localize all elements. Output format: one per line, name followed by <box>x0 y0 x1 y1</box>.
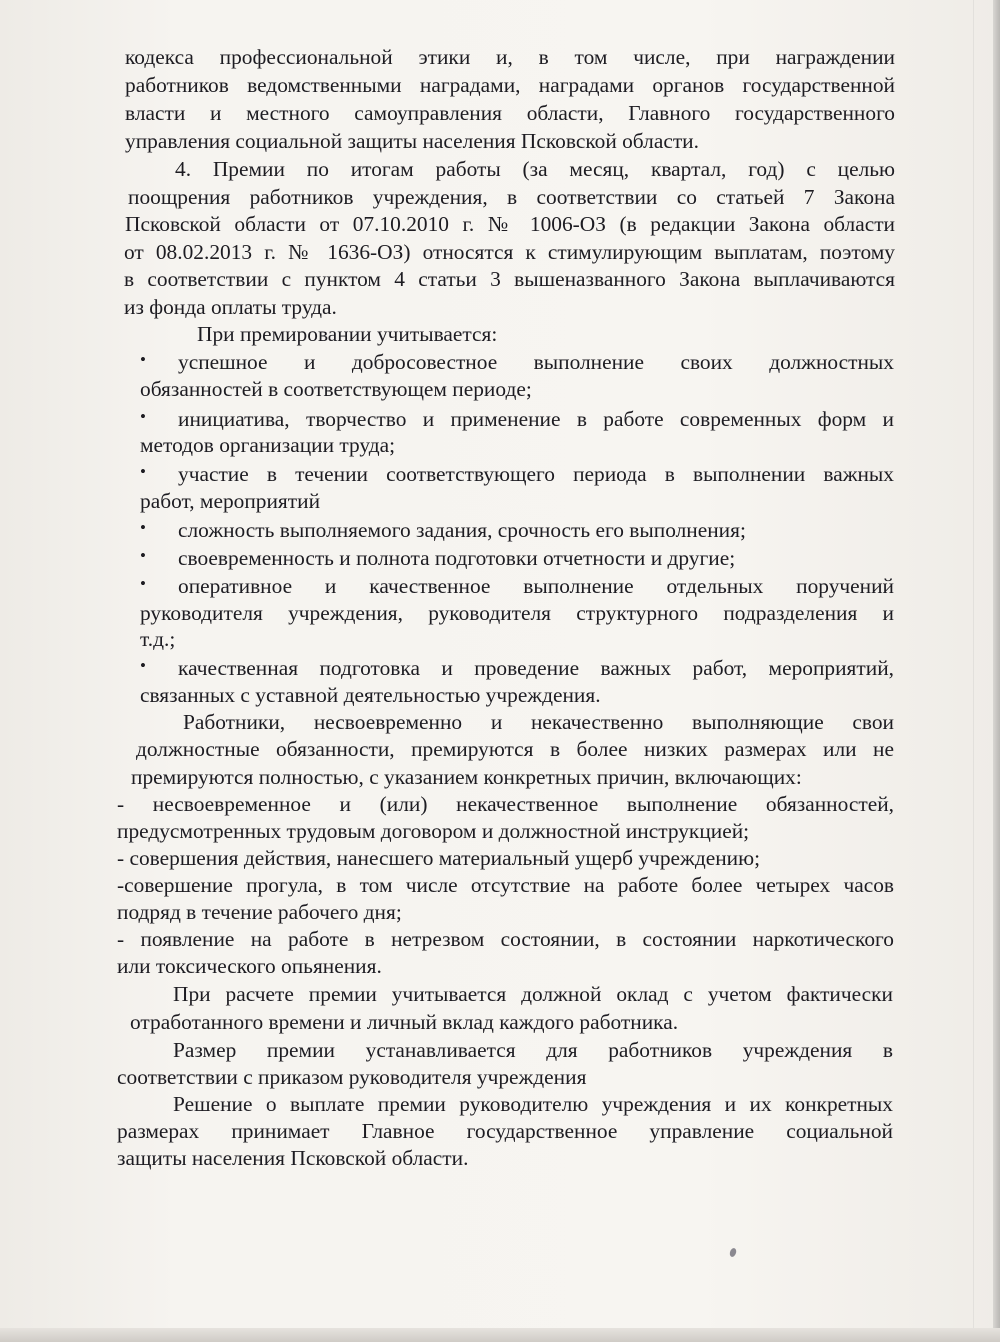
text-line: - несвоевременное и (или) некачественное выполнение обязанностей, <box>117 792 894 816</box>
text-line: руководителя учреждения, руководителя структурного подразделения и <box>140 601 894 625</box>
text-line: методов организации труда; <box>140 433 396 457</box>
text-line: власти и местного самоуправления области, Главного государственного <box>125 101 895 125</box>
bullet-glyph: • <box>140 407 146 426</box>
text-line: т.д.; <box>140 627 176 651</box>
bullet-glyph: • <box>140 656 146 675</box>
text-line: работников ведомственными наградами, наградами органов государственной <box>125 73 895 97</box>
text-line: Работники, несвоевременно и некачественно выполняющие свои <box>183 710 894 734</box>
scan-speck <box>729 1247 738 1258</box>
bullet-glyph: • <box>140 462 146 481</box>
text-line: При расчете премии учитывается должной оклад с учетом фактически <box>173 982 893 1006</box>
page-edge-bottom <box>0 1328 1000 1342</box>
text-line: Псковской области от 07.10.2010 г. № 1006-ОЗ (в редакции Закона области <box>125 212 895 236</box>
bullet-glyph: • <box>140 574 146 593</box>
text-line: При премировании учитывается: <box>197 322 498 346</box>
text-line: участие в течении соответствующего периода в выполнении важных <box>178 462 894 486</box>
text-line: Решение о выплате премии руководителю учреждения и их конкретных <box>173 1092 893 1116</box>
text-line: из фонда оплаты труда. <box>124 295 337 319</box>
text-line: или токсического опьянения. <box>117 954 382 978</box>
text-line: 4. Премии по итогам работы (за месяц, квартал, год) с целью <box>175 157 895 181</box>
text-line: поощрения работников учреждения, в соответствии со статьей 7 Закона <box>128 185 895 209</box>
text-line: кодекса профессиональной этики и, в том числе, при награждении <box>125 45 895 69</box>
text-line: соответствии с приказом руководителя учреждения <box>117 1065 587 1089</box>
text-line: подряд в течение рабочего дня; <box>117 900 402 924</box>
text-line: - появление на работе в нетрезвом состоянии, в состоянии наркотического <box>117 927 894 951</box>
bullet-glyph: • <box>140 518 146 537</box>
text-line: успешное и добросовестное выполнение своих должностных <box>178 350 894 374</box>
text-line: Размер премии устанавливается для работников учреждения в <box>173 1038 893 1062</box>
text-line: защиты населения Псковской области. <box>117 1146 469 1170</box>
text-line: должностные обязанности, премируются в более низких размерах или не <box>136 737 894 761</box>
text-line: отработанного времени и личный вклад каждого работника. <box>130 1010 679 1034</box>
text-line: своевременность и полнота подготовки отчетности и другие; <box>178 546 736 570</box>
page-edge-right <box>993 0 1000 1342</box>
text-line: инициатива, творчество и применение в работе современных форм и <box>178 407 894 431</box>
text-line: работ, мероприятий <box>140 489 321 513</box>
text-line: от 08.02.2013 г. № 1636-ОЗ) относятся к стимулирующим выплатам, поэтому <box>124 240 895 264</box>
text-line: обязанностей в соответствующем периоде; <box>140 377 532 401</box>
text-line: размерах принимает Главное государственное управление социальной <box>117 1119 893 1143</box>
bullet-glyph: • <box>140 546 146 565</box>
text-line: управления социальной защиты населения Псковской области. <box>125 129 699 153</box>
text-line: премируются полностью, с указанием конкретных причин, включающих: <box>131 765 802 789</box>
text-line: связанных с уставной деятельностью учреждения. <box>140 683 601 707</box>
text-line: -совершение прогула, в том числе отсутствие на работе более четырех часов <box>117 873 894 897</box>
text-line: в соответствии с пунктом 4 статьи 3 вышеназванного Закона выплачиваются <box>124 267 895 291</box>
text-line: предусмотренных трудовым договором и должностной инструкцией; <box>117 819 750 843</box>
text-line: качественная подготовка и проведение важных работ, мероприятий, <box>178 656 894 680</box>
text-line: сложность выполняемого задания, срочность его выполнения; <box>178 518 746 542</box>
scan-shadow-line <box>973 0 974 1342</box>
text-line: - совершения действия, нанесшего материальный ущерб учреждению; <box>117 846 761 870</box>
bullet-glyph: • <box>140 350 146 369</box>
text-line: оперативное и качественное выполнение отдельных поручений <box>178 574 894 598</box>
